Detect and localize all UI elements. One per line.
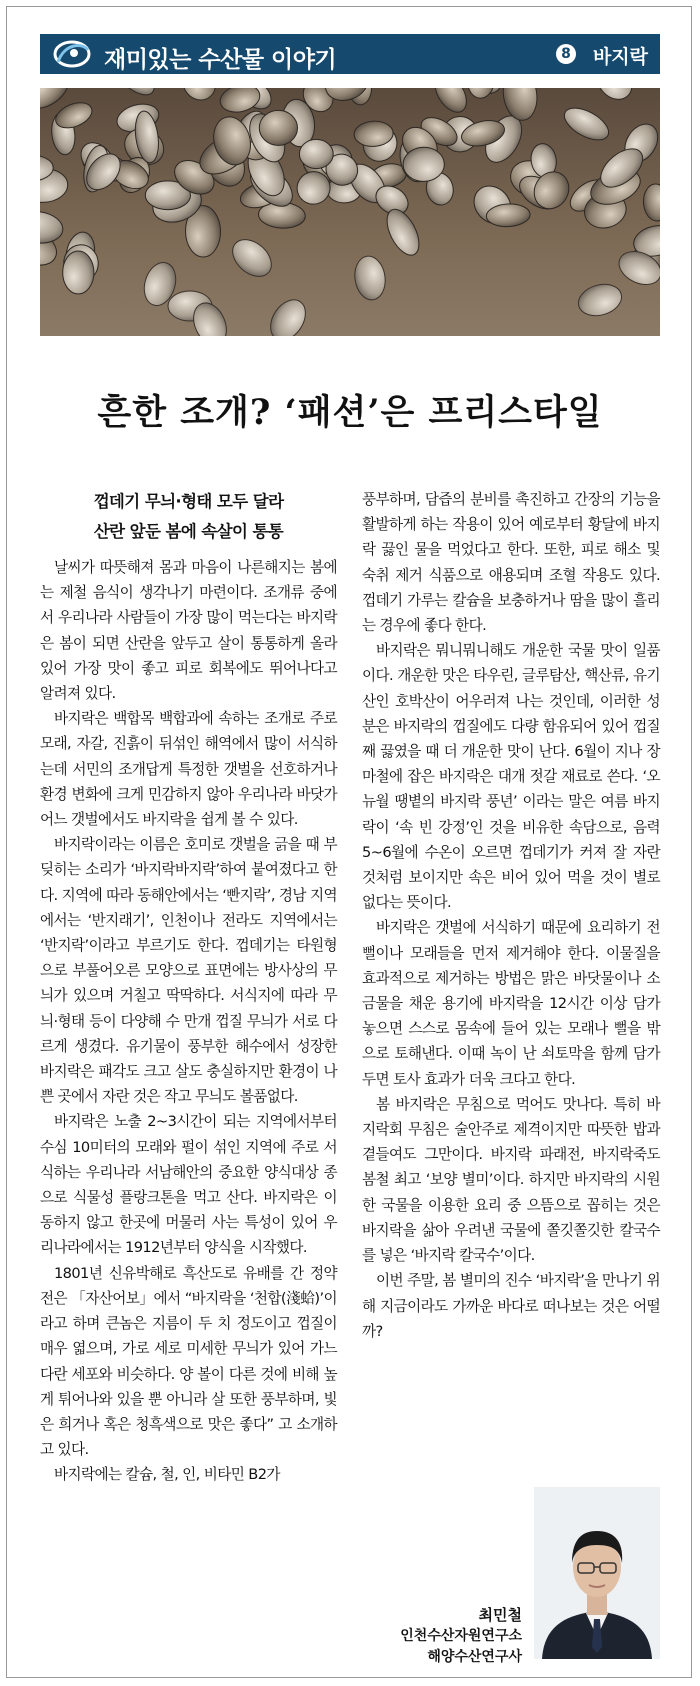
paragraph: 풍부하며, 담즙의 분비를 촉진하고 간장의 기능을 활발하게 하는 작용이 있어 예로부터 황달에 바지락 끓인 물을 먹었다고 한다. 또한, 피로 해소 및 숙취 제거 식품으로 애용되며 조혈 작용도 있다. 껍데기 가루는 칼슘을 보충하거나 땀을 많이 흘리는 경우에 좋다 한다.	[362, 491, 660, 635]
clams-photo	[40, 88, 660, 336]
subheadline-line-2: 산란 앞둔 봄에 속살이 통통	[93, 522, 284, 541]
issue-number-badge: 8	[556, 44, 576, 64]
headline: 흔한 조개? ‘패션’은 프리스타일	[97, 392, 603, 433]
paragraph: 바지락에는 칼슘, 철, 인, 비타민 B2가	[54, 1466, 280, 1484]
subheadline-line-1: 껍데기 무늬·형태 모두 달라	[93, 492, 284, 511]
series-banner	[40, 34, 660, 74]
author-portrait	[534, 1487, 660, 1659]
paragraph: 1801년 신유박해로 흑산도로 유배를 간 정약전은 「자산어보」에서 “바지락을 ‘천합(淺蛤)’이라고 하며 큰놈은 지름이 두 치 정도이고 껍질이 매우 엷으며, 가로 세로 미세한 무늬가 있어 가느다란 세포와 비슷하다. 양 볼이 다른 것에 비해 높게 튀어나와 있을 뿐 아니라 살 또한 풍부하며, 빛은 희거나 혹은 청흑색으로 맛은 좋다” 고 소개하고 있다.	[40, 1264, 337, 1459]
paragraph: 바지락은 뭐니뭐니해도 개운한 국물 맛이 일품이다. 개운한 맛은 타우린, 글루탐산, 핵산류, 유기산인 호박산이 어우러져 나는 것인데, 이러한 성분은 바지락의 껍질에도 다량 함유되어 있어 껍질째 끓였을 때 더 개운한 맛이 난다. 6월이 지나 장마철에 잡은 바지락은 대개 젓갈 재료로 쓴다. ‘오뉴월 땡볕의 바지락 풍년’ 이라는 말은 여름 바지락이 ‘속 빈 강정’인 것을 비유한 속담으로, 음력 5~6월에 수온이 오르면 껍데기가 커져 잘 자란 것처럼 보이지만 속은 비어 있어 먹을 것이 별로 없다는 뜻이다.	[362, 642, 660, 912]
subheadline	[40, 487, 337, 547]
author-affiliation: 인천수산자원연구소	[400, 1628, 522, 1644]
author-position: 해양수산연구사	[427, 1649, 522, 1665]
paragraph: 이번 주말, 봄 별미의 진수 ‘바지락’을 만나기 위해 지금이라도 가까운 바다로 떠나보는 것은 어떨까?	[362, 1272, 660, 1340]
paragraph: 바지락은 노출 2~3시간이 되는 지역에서부터 수심 10미터의 모래와 펄이 섞인 지역에 주로 서식하는 우리나라 서남해안의 중요한 양식대상 종으로 식물성 플랑크톤을 먹고 산다. 바지락은 이동하지 않고 한곳에 머물러 사는 특성이 있어 우리나라에서는 1912년부터 양식을 시작했다.	[40, 1113, 337, 1257]
author-info	[362, 1605, 522, 1668]
fish-eye-logo-icon	[52, 38, 92, 70]
paragraph: 바지락은 갯벌에 서식하기 때문에 요리하기 전 뻘이나 모래들을 먼저 제거해야 한다. 이물질을 효과적으로 제거하는 방법은 맑은 바닷물이나 소금물을 채운 용기에 바지락을 12시간 이상 담가 놓으면 스스로 몸속에 들어 있는 모래나 뻘을 밖으로 토해낸다. 이때 녹이 난 쇠토막을 함께 담가두면 토사 효과가 더욱 크다고 한다.	[362, 919, 660, 1088]
author-block	[362, 1487, 660, 1665]
series-title: 재미있는 수산물 이야기	[104, 47, 337, 73]
paragraph: 바지락은 백합목 백합과에 속하는 조개로 주로 모래, 자갈, 진흙이 뒤섞인 해역에서 많이 서식하는데 서민의 조개답게 특정한 갯벌을 선호하거나 환경 변화에 크게 민감하지 않아 우리나라 바닷가 어느 갯벌에서도 바지락을 쉽게 볼 수 있다.	[40, 710, 337, 829]
paragraph: 봄 바지락은 무침으로 먹어도 맛나다. 특히 바지락회 무침은 술안주로 제격이지만 따뜻한 밥과 곁들여도 그만이다. 바지락 파래전, 바지락죽도 봄철 최고 ‘보양 별미’이다. 하지만 바지락의 시원한 국물을 이용한 요리 중 으뜸으로 꼽히는 것은 바지락을 삶아 우려낸 국물에 쫄깃쫄깃한 칼국수를 넣은 ‘바지락 칼국수’이다.	[362, 1095, 660, 1265]
author-name: 최민철	[478, 1606, 522, 1624]
series-topic: 바지락	[592, 46, 648, 68]
left-column	[40, 487, 337, 1488]
paragraph: 바지락이라는 이름은 호미로 갯벌을 긁을 때 부딪히는 소리가 ‘바지락바지락’하여 붙여졌다고 한다. 지역에 따라 동해안에서는 ‘빤지락’, 경남 지역에서는 ‘반지래기’, 인천이나 전라도 지역에서는 ‘반지락’이라고 부르기도 한다. 껍데기는 타원형으로 부풀어오른 모양으로 표면에는 방사상의 무늬가 있으며 거칠고 딱딱하다. 서식지에 따라 무늬·형태 등이 다양해 수 만개 껍질 무늬가 서로 다르게 생겼다. 유기물이 풍부한 해수에서 성장한 바지락은 패각도 크고 살도 충실하지만 환경이 나쁜 곳에서 자란 것은 작고 무늬도 볼품없다.	[40, 836, 337, 1106]
paragraph: 날씨가 따뜻해져 몸과 마음이 나른해지는 봄에는 제철 음식이 생각나기 마련이다. 조개류 중에서 우리나라 사람들이 가장 많이 먹는다는 바지락은 봄이 되면 산란을 앞두고 살이 통통하게 올라있어 가장 맛이 좋고 피로 회복에도 뛰어나다고 알려져 있다.	[40, 559, 337, 703]
right-column	[362, 487, 660, 1344]
